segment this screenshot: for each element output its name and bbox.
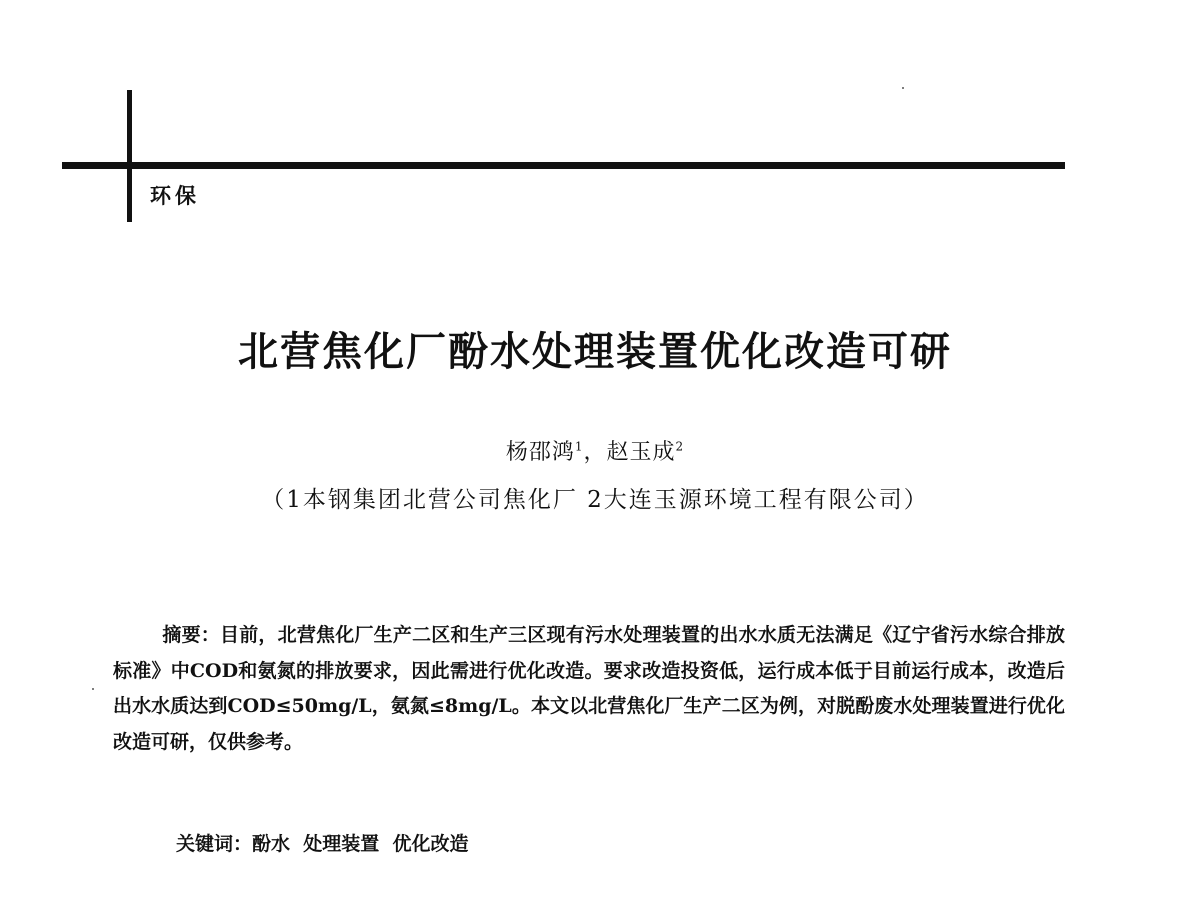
affiliation-line: （1本钢集团北营公司焦化厂 2大连玉源环境工程有限公司） (261, 487, 929, 513)
header-vertical-rule (127, 90, 132, 222)
keywords-label: 关键词： (176, 833, 253, 855)
abstract-label: 摘要： (162, 624, 221, 646)
author-affiliation-mark: 2 (675, 439, 685, 454)
abstract-text: 目前，北营焦化厂生产二区和生产三区现有污水处理装置的出水水质无法满足《辽宁省污水综合排放标准》中COD和氨氮的排放要求，因此需进行优化改造。要求改造投资低，运行成本低于目前运行成本，改造后出水水质达到COD≤50mg/L，氨氮≤8mg/L。本文以北营焦化厂生产二区为例，对脱酚废水处理装置进行优化改造可研，仅供参考。 (113, 624, 1065, 753)
author-name: 杨邵鸿 (505, 440, 575, 465)
author-affiliation-mark: 1 (574, 439, 584, 454)
header-horizontal-rule (62, 162, 1065, 169)
section-label: 环保 (150, 184, 200, 208)
author-name: 赵玉成 (606, 440, 676, 465)
author-line (0, 435, 1190, 466)
article-title: 北营焦化厂酚水处理装置优化改造可研 (238, 328, 952, 375)
scan-speck (902, 87, 904, 89)
keywords-text: 酚水 处理装置 优化改造 (252, 833, 469, 855)
abstract-paragraph (113, 618, 1065, 760)
scan-speck (92, 688, 94, 690)
author-separator: ， (583, 440, 607, 465)
keywords-line (176, 829, 468, 856)
